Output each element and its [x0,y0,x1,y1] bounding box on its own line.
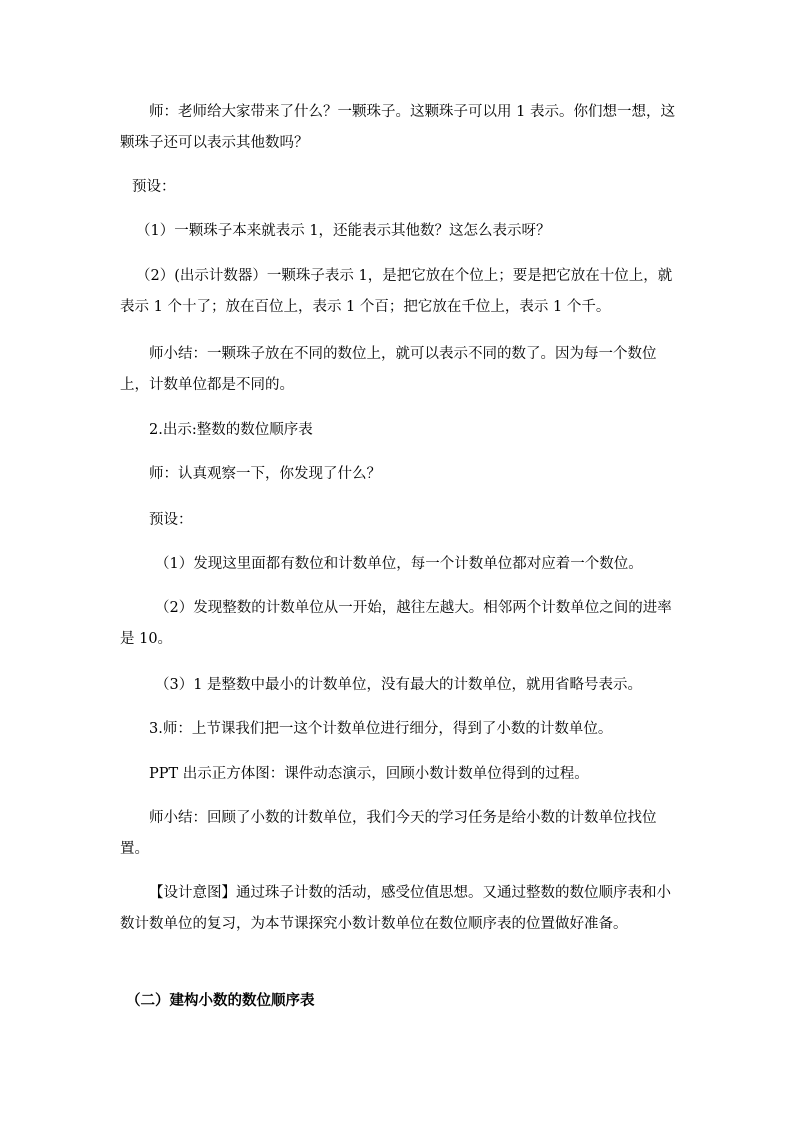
paragraph-design-intent: 【设计意图】通过珠子计数的活动，感受位值思想。又通过整数的数位顺序表和小数计数单位的复习，为本节课探究小数计数单位在数位顺序表的位置做好准备。 [120,885,671,932]
paragraph-teacher-observe: 师：认真观察一下，你发现了什么？ [149,466,381,482]
paragraph-ppt-cube: PPT 出示正方体图：课件动态演示，回顾小数计数单位得到的过程。 [149,766,589,782]
paragraph-preset-label: 预设： [132,179,176,195]
paragraph-teacher-summary-1: 师小结：一颗珠子放在不同的数位上，就可以表示不同的数了。因为每一个数位上，计数单位都是不同的。 [120,346,657,393]
paragraph-teacher-last-lesson: 3.师：上节课我们把一这个计数单位进行细分，得到了小数的计数单位。 [149,721,613,737]
section-heading-build-decimal-table: （二）建构小数的数位顺序表 [126,992,315,1009]
paragraph-finding-1: （1）发现这里面都有数位和计数单位，每一个计数单位都对应着一个数位。 [155,556,643,572]
paragraph-finding-3: （3）1 是整数中最小的计数单位，没有最大的计数单位，就用省略号表示。 [155,677,643,693]
paragraph-preset-label-2: 预设： [149,512,193,528]
paragraph-preset-2-counter: （2）(出示计数器）一颗珠子表示 1，是把它放在个位上；要是把它放在十位上，就表示 1 个十了；放在百位上，表示 1 个百；把它放在千位上，表示 1 个千。 [120,268,673,315]
paragraph-teacher-bead-question: 师：老师给大家带来了什么？一颗珠子。这颗珠子可以用 1 表示。你们想一想，这颗珠子还可以表示其他数吗？ [120,104,675,151]
paragraph-finding-2: （2）发现整数的计数单位从一开始，越往左越大。相邻两个计数单位之间的进率是 10。 [120,600,672,647]
paragraph-teacher-summary-2: 师小结：回顾了小数的计数单位，我们今天的学习任务是给小数的计数单位找位置。 [120,810,657,857]
paragraph-show-integer-table: 2.出示:整数的数位顺序表 [149,422,313,438]
paragraph-preset-1: （1）一颗珠子本来就表示 1，还能表示其他数？这怎么表示呀？ [136,223,551,239]
